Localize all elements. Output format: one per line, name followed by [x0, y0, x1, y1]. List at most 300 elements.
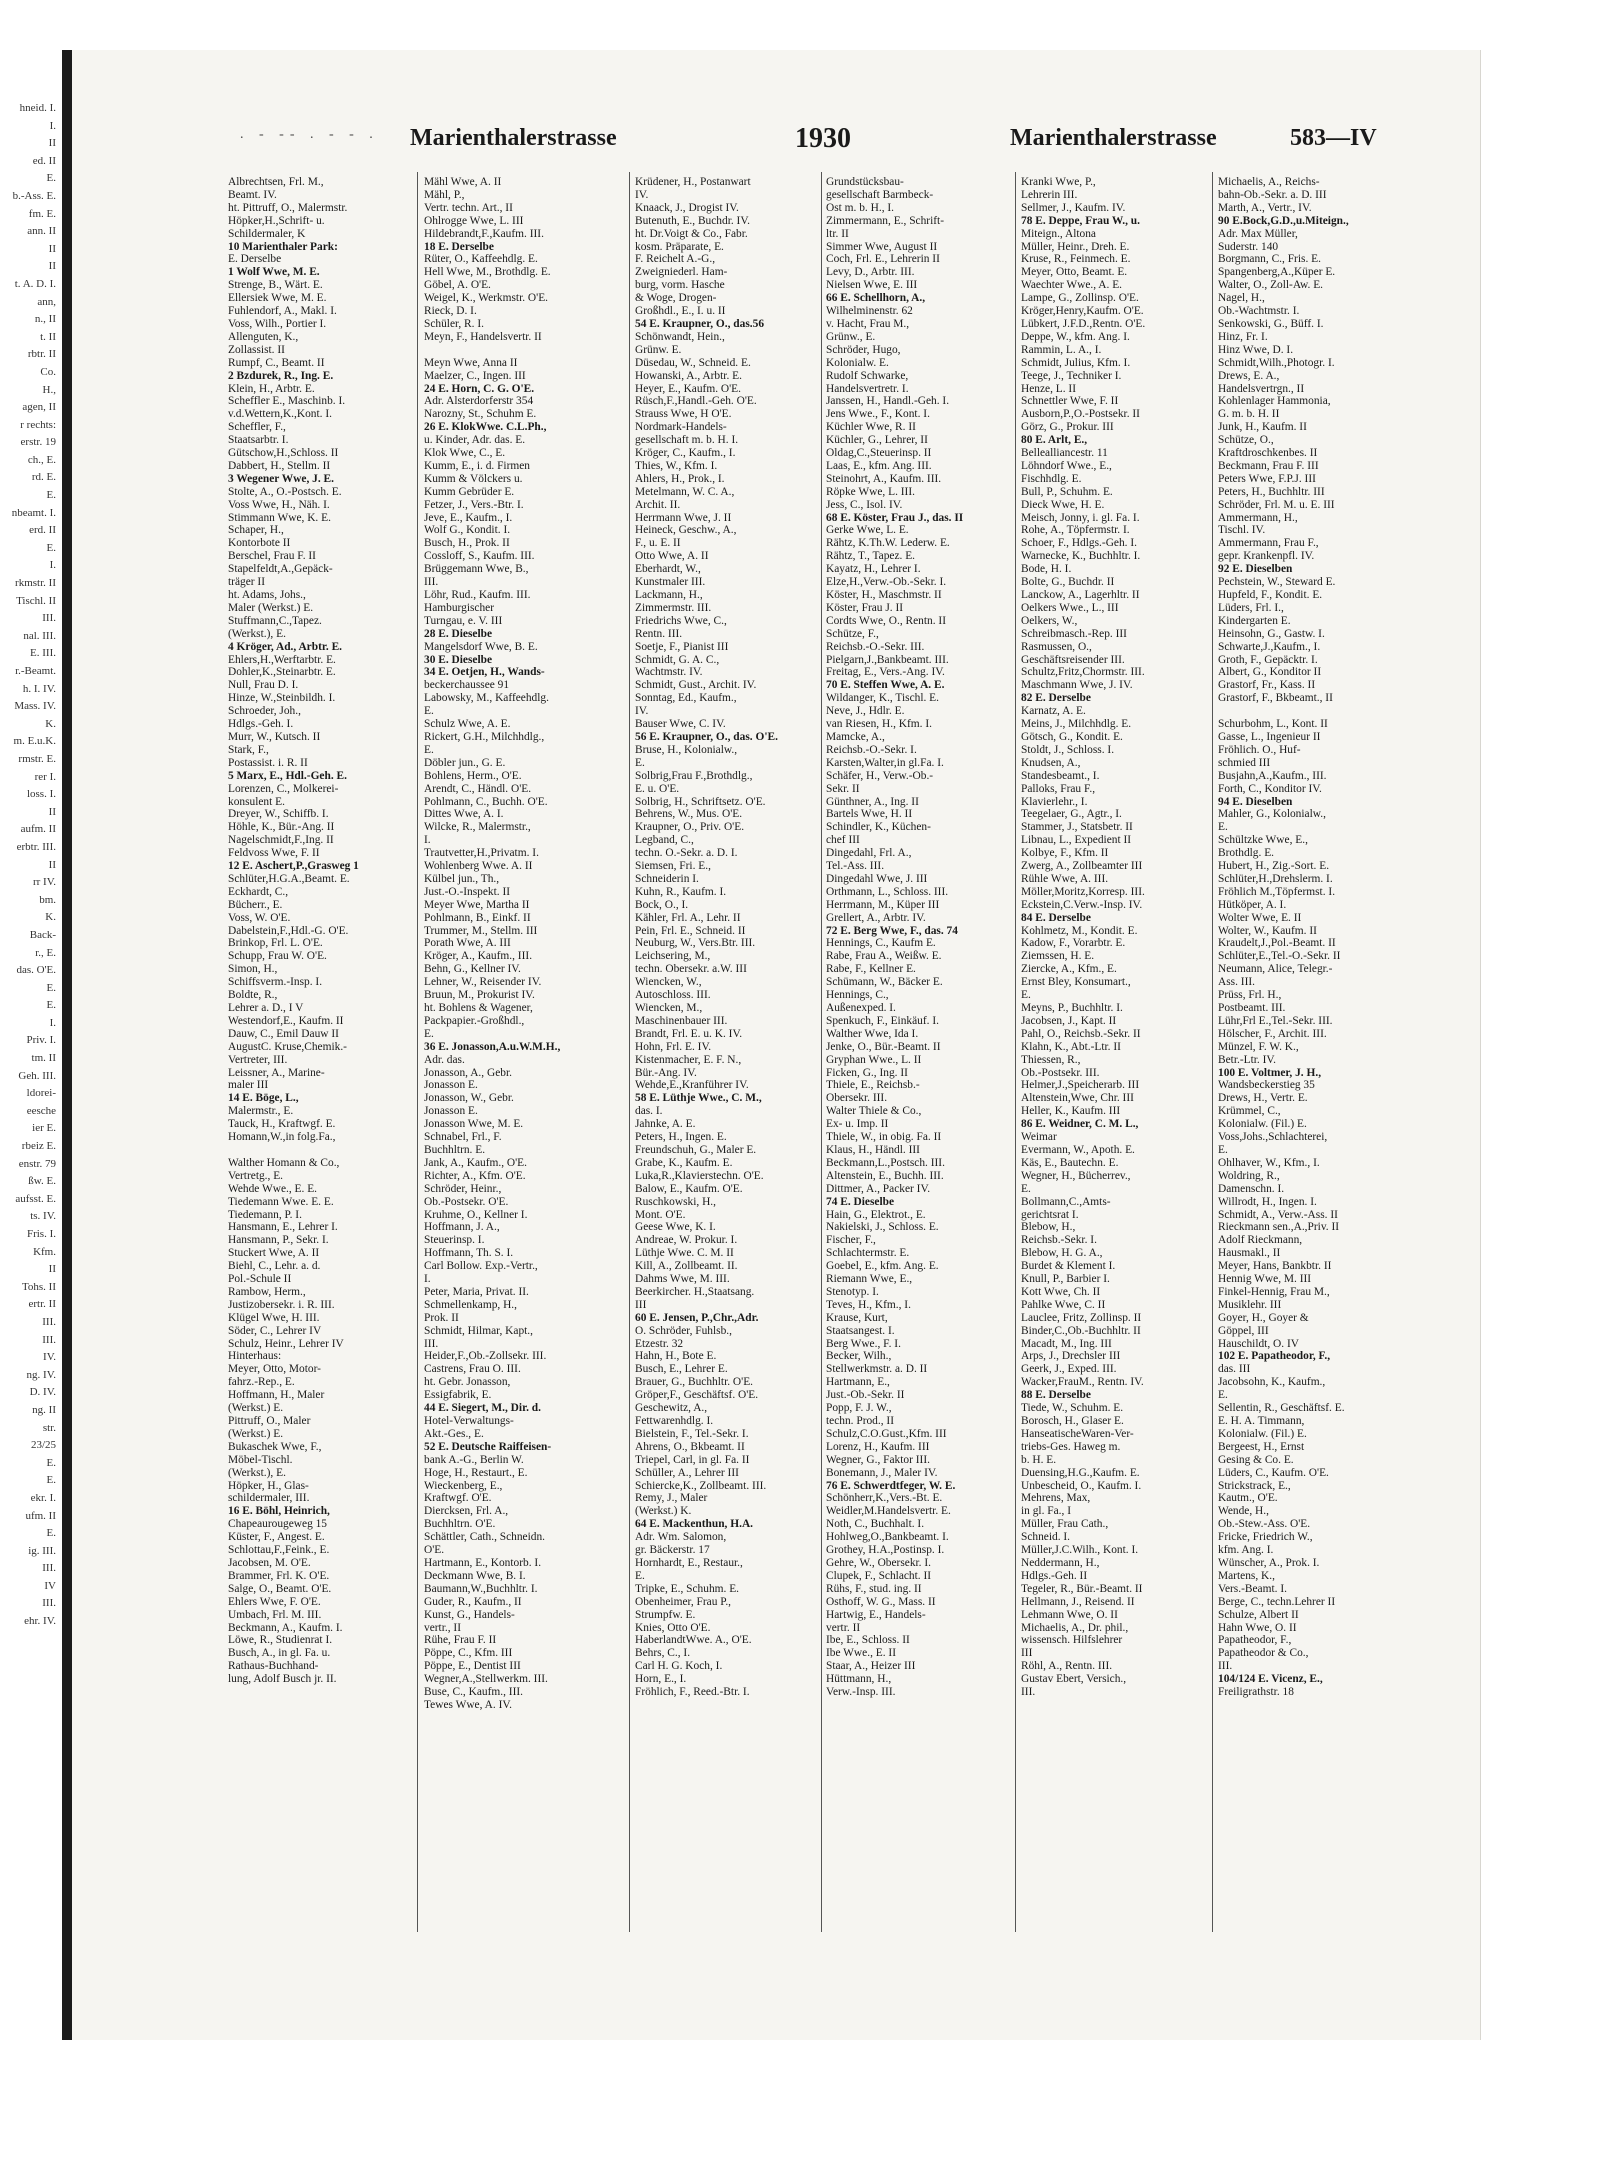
- facing-page-fragment: ts. IV.: [30, 1210, 56, 1223]
- resident-entry: ht. Gebr. Jonasson,: [424, 1376, 511, 1389]
- directory-column-4: [826, 176, 1009, 1926]
- resident-entry: Söder, C., Lehrer IV: [228, 1324, 322, 1337]
- resident-entry: Mangelsdorf Wwe, B. E.: [424, 640, 538, 653]
- resident-entry: Solbrig,Frau F.,Brothdlg.,: [635, 769, 753, 782]
- resident-entry: Hotel-Verwaltungs-: [424, 1415, 514, 1427]
- resident-entry: Kindergarten E.: [1218, 614, 1291, 627]
- resident-entry: Dabelstein,F.,Hdl.-G. O'E.: [228, 924, 349, 937]
- resident-entry: & Woge, Drogen-: [635, 292, 717, 305]
- resident-entry: Diercksen, Frl. A.,: [424, 1505, 509, 1518]
- resident-entry: burg, vorm. Hasche: [635, 279, 725, 292]
- resident-entry: Freundschuh, G., Maler E.: [635, 1143, 757, 1156]
- resident-entry: Steuerinsp. I.: [424, 1234, 485, 1247]
- facing-page-fragment: 23/25: [30, 1439, 56, 1452]
- resident-entry: Mont. O'E.: [635, 1208, 686, 1221]
- resident-entry: Stuffmann,C.,Tapez.: [228, 614, 322, 627]
- resident-entry: Biehl, C., Lehr. a. d.: [228, 1260, 321, 1273]
- directory-column-5: [1021, 176, 1204, 1926]
- house-number-entry: 84 E. Derselbe: [1021, 911, 1091, 924]
- resident-entry: F., u. E. II: [635, 537, 681, 550]
- resident-entry: Dittmer, A., Packer IV.: [826, 1182, 931, 1195]
- resident-entry: Dingedahl Wwe, J. III: [826, 872, 928, 885]
- resident-entry: III: [1021, 1647, 1033, 1660]
- resident-entry: Weigel, K., Werkmstr. O'E.: [424, 292, 549, 305]
- resident-entry: Brüggemann Wwe, B.,: [424, 563, 529, 576]
- resident-entry: Knaack, J., Drogist IV.: [635, 201, 739, 214]
- facing-page-fragment: ig. III.: [28, 1544, 56, 1557]
- facing-page-fragment: rkmstr. II: [15, 577, 56, 590]
- resident-entry: G. m. b. H. II: [1218, 408, 1280, 421]
- facing-page-fragment: E.: [46, 172, 56, 185]
- resident-entry: Hohlweg,O.,Bankbeamt. I.: [826, 1531, 949, 1544]
- resident-entry: Ausborn,P.,O.-Postsekr. II: [1021, 408, 1140, 421]
- resident-entry: Schildermaler, K: [228, 227, 306, 240]
- resident-entry: Pielgarn,J.,Bankbeamt. III.: [826, 653, 949, 666]
- resident-entry: E.: [1218, 1143, 1228, 1156]
- facing-page-fragment: n., II: [34, 313, 56, 326]
- facing-page-fragment: Co.: [40, 365, 56, 378]
- resident-entry: Schättler, Cath., Schneidn.: [424, 1531, 546, 1544]
- facing-page-fragment: ch., E.: [27, 453, 56, 466]
- facing-page-fragment: str.: [42, 1421, 56, 1434]
- resident-entry: Jens Wwe., F., Kont. I.: [826, 408, 930, 421]
- resident-entry: Hain, G., Elektrot., E.: [826, 1208, 926, 1221]
- house-number-entry: 64 E. Mackenthun, H.A.: [635, 1518, 754, 1531]
- resident-entry: E.: [1021, 1182, 1031, 1195]
- resident-entry: AugustC. Kruse,Chemik.-: [228, 1040, 347, 1053]
- resident-entry: Obersekr. III.: [826, 1092, 888, 1105]
- resident-entry: Gesing & Co. E.: [1218, 1453, 1294, 1466]
- resident-entry: Thies, W., Kfm. I.: [635, 459, 718, 472]
- resident-entry: Staatsangest. I.: [826, 1324, 895, 1337]
- resident-entry: Staar, A., Heizer III: [826, 1660, 916, 1673]
- resident-entry: Bruse, H., Kolonialw.,: [635, 743, 738, 756]
- facing-page-fragment: Geh. III.: [18, 1069, 56, 1082]
- resident-entry: Grabe, K., Kaufm. E.: [635, 1156, 733, 1169]
- resident-entry: Blebow, H. G. A.,: [1021, 1247, 1103, 1260]
- resident-entry: Karsten,Walter,in gl.Fa. I.: [826, 756, 944, 769]
- facing-page-fragment: ehr. IV.: [24, 1615, 56, 1628]
- resident-entry: Ob.-Postsekr. O'E.: [424, 1195, 509, 1208]
- resident-entry: Tiedemann, P. I.: [228, 1208, 302, 1221]
- resident-entry: Jonasson, W., Gebr.: [424, 1092, 514, 1105]
- resident-entry: I.: [424, 1273, 431, 1286]
- resident-entry: Otto Wwe, A. II: [635, 550, 709, 563]
- resident-entry: Hoffmann, Th. S. I.: [424, 1247, 514, 1260]
- resident-entry: Scheffler, F.,: [228, 421, 286, 434]
- house-number-entry: 36 E. Jonasson,A.u.W.M.H.,: [424, 1040, 561, 1053]
- resident-entry: Nielsen Wwe, E. III: [826, 279, 918, 292]
- resident-entry: Brothdlg. E.: [1218, 847, 1275, 860]
- facing-page-fragment: E.: [46, 981, 56, 994]
- resident-entry: F. Reichelt A.-G.,: [635, 253, 716, 266]
- resident-entry: Zollassist. II: [228, 343, 285, 356]
- resident-entry: Lühr,Frl E.,Tel.-Sekr. III.: [1218, 1014, 1333, 1027]
- resident-entry: Schiercke,K., Zollbeamt. III.: [635, 1479, 767, 1492]
- resident-entry: HanseatischeWaren-Ver-: [1021, 1427, 1134, 1440]
- resident-entry: Fischer, F.,: [826, 1234, 876, 1247]
- resident-entry: Wolf G., Kondit. I.: [424, 524, 511, 537]
- resident-entry: Lampe, G., Zollinsp. O'E.: [1021, 292, 1139, 305]
- resident-entry: E.: [635, 756, 645, 769]
- resident-entry: Evermann, W., Apoth. E.: [1021, 1143, 1135, 1156]
- resident-entry: Schmidt, Gust., Archit. IV.: [635, 679, 757, 692]
- resident-entry: Fricke, Friedrich W.,: [1218, 1531, 1313, 1544]
- resident-entry: Oldag,C.,Steuerinsp. II: [826, 447, 932, 460]
- house-number-entry: 76 E. Schwerdtfeger, W. E.: [826, 1479, 956, 1492]
- facing-page-fragment: ann. II: [27, 225, 56, 238]
- resident-entry: Kumm Gebrüder E.: [424, 485, 515, 498]
- house-number-entry: 58 E. Lüthje Wwe., C. M.,: [635, 1092, 762, 1105]
- resident-entry: Bonemann, J., Maler IV.: [826, 1466, 938, 1479]
- resident-entry: Meyer, Hans, Bankbtr. II: [1218, 1260, 1332, 1273]
- resident-entry: Lüders, C., Kaufm. O'E.: [1218, 1466, 1329, 1479]
- resident-entry: Schaper, H.,: [228, 524, 284, 537]
- resident-entry: Hinz Wwe, D. I.: [1218, 343, 1294, 356]
- resident-entry: Rabe, Frau A., Weißw. E.: [826, 950, 942, 963]
- resident-entry: Turngau, e. V. III: [424, 614, 503, 627]
- resident-entry: Schlüter,E.,Tel.-O.-Sekr. II: [1218, 950, 1341, 963]
- facing-page-fragment: ßw. E.: [28, 1175, 56, 1188]
- resident-entry: Klok Wwe, C., E.: [424, 447, 506, 460]
- resident-entry: Hamburgischer: [424, 601, 495, 614]
- resident-entry: Spangenberg,A.,Küper E.: [1218, 266, 1336, 279]
- resident-entry: Ost m. b. H., I.: [826, 201, 895, 214]
- resident-entry: Kraupner, O., Priv. O'E.: [635, 821, 745, 834]
- resident-entry: Kistenmacher, E. F. N.,: [635, 1053, 742, 1066]
- resident-entry: Krümmel, C.,: [1218, 1105, 1281, 1118]
- resident-entry: Schönwandt, Hein.,: [635, 330, 725, 343]
- resident-entry: Bruun, M., Prokurist IV.: [424, 989, 535, 1002]
- resident-entry: IV.: [635, 705, 649, 718]
- resident-entry: Hennings, C.,: [826, 989, 889, 1002]
- resident-entry: Hartmann, E., Kontorb. I.: [424, 1556, 542, 1569]
- resident-entry: Schlachtermstr. E.: [826, 1247, 910, 1260]
- street-name-left: Marienthalerstrasse: [410, 125, 617, 151]
- resident-entry: Schindler, K., Küchen-: [826, 821, 931, 834]
- resident-entry: Jess, C., Isol. IV.: [826, 498, 903, 511]
- resident-entry: Ex- u. Imp. II: [826, 1118, 889, 1131]
- resident-entry: schmied III: [1218, 756, 1271, 769]
- facing-page-fragment: ng. II: [32, 1403, 56, 1416]
- resident-entry: Meyer, Otto, Beamt. E.: [1021, 266, 1128, 279]
- resident-entry: Salge, O., Beamt. O'E.: [228, 1582, 332, 1595]
- resident-entry: Beckmann,L.,Postsch. III.: [826, 1156, 945, 1169]
- resident-entry: Scheffler E., Maschinb. I.: [228, 395, 346, 408]
- resident-entry: III.: [1218, 1660, 1233, 1673]
- resident-entry: Pahl, O., Reichsb.-Sekr. II: [1021, 1027, 1141, 1040]
- resident-entry: das. I.: [635, 1105, 663, 1118]
- resident-entry: Ibe, E., Schloss. II: [826, 1634, 910, 1647]
- resident-entry: Kuhn, R., Kaufm. I.: [635, 885, 727, 898]
- resident-entry: Weidler,M.Handelsvertr. E.: [826, 1505, 951, 1518]
- resident-entry: vertr., II: [424, 1621, 462, 1634]
- resident-entry: Stuckert Wwe, A. II: [228, 1247, 320, 1260]
- resident-entry: Walter, O., Zoll-Aw. E.: [1218, 279, 1324, 292]
- resident-entry: Jank, A., Kaufm., O'E.: [424, 1156, 527, 1169]
- resident-entry: gr. Bäckerstr. 17: [635, 1544, 710, 1557]
- resident-entry: Wehde Wwe., E. E.: [228, 1182, 318, 1195]
- resident-entry: Pein, Frl. E., Schneid. II: [635, 924, 746, 937]
- house-number-entry: 68 E. Köster, Frau J., das. II: [826, 511, 964, 524]
- resident-entry: Küchler Wwe, R. II: [826, 421, 916, 434]
- resident-entry: Herrmann Wwe, J. II: [635, 511, 732, 524]
- resident-entry: b. H. E.: [1021, 1453, 1057, 1466]
- resident-entry: Berschel, Frau F. II: [228, 550, 316, 563]
- facing-page-fragment: IV.: [43, 1351, 56, 1364]
- resident-entry: Busjahn,A.,Kaufm., III.: [1218, 769, 1327, 782]
- resident-entry: Homann,W.,in folg.Fa.,: [228, 1131, 336, 1144]
- resident-entry: Schiffsverm.-Insp. I.: [228, 976, 323, 989]
- resident-entry: Wende, H.,: [1218, 1505, 1269, 1518]
- resident-entry: Rathaus-Buchhand-: [228, 1660, 319, 1673]
- resident-entry: Geerk, J., Exped. III.: [1021, 1363, 1117, 1376]
- resident-entry: Ahlers, H., Prok., I.: [635, 472, 725, 485]
- resident-entry: konsulent E.: [228, 795, 285, 808]
- resident-entry: Schüler, R. I.: [424, 317, 484, 330]
- resident-entry: Peters Wwe, F.P.J. III: [1218, 472, 1316, 485]
- resident-entry: gerichtsrat I.: [1021, 1208, 1079, 1221]
- resident-entry: Rühle Wwe, A. III.: [1021, 872, 1109, 885]
- resident-entry: Kähler, Frl. A., Lehr. II: [635, 911, 741, 924]
- resident-entry: Archit. II.: [635, 498, 681, 511]
- resident-entry: gepr. Krankenpfl. IV.: [1218, 550, 1315, 563]
- resident-entry: Wandsbeckerstieg 35: [1218, 1079, 1315, 1092]
- facing-page-fragment: IV: [44, 1579, 56, 1592]
- facing-page-fragment: fm. E.: [28, 207, 56, 220]
- facing-page-fragment: t. II: [40, 330, 56, 343]
- resident-entry: Stolte, A., O.-Postsch. E.: [228, 485, 342, 498]
- facing-page-fragment: K.: [45, 911, 56, 924]
- resident-entry: Jonasson Wwe, M. E.: [424, 1118, 524, 1131]
- resident-entry: Schmidt, A., Verw.-Ass. II: [1218, 1208, 1338, 1221]
- resident-entry: Behn, G., Kellner IV.: [424, 963, 521, 976]
- resident-entry: Grundstücksbau-: [826, 176, 904, 188]
- resident-entry: Lorenzen, C., Molkerei-: [228, 782, 339, 795]
- resident-entry: Tegeler, R., Bür.-Beamt. II: [1021, 1582, 1143, 1595]
- resident-entry: Lehrer a. D., I V: [228, 1002, 304, 1014]
- resident-entry: Beckmann, Frau F. III: [1218, 459, 1319, 472]
- resident-entry: Beerkircher. H.,Staatsang.: [635, 1285, 755, 1298]
- resident-entry: Goyer, H., Goyer &: [1218, 1311, 1309, 1324]
- resident-entry: Feldvoss Wwe, F. II: [228, 847, 320, 860]
- resident-entry: E.: [1218, 1389, 1228, 1402]
- resident-entry: III.: [424, 1337, 439, 1350]
- resident-entry: Grünw., E.: [826, 330, 876, 343]
- resident-entry: Külbel jun., Th.,: [424, 872, 500, 885]
- resident-entry: Höhle, K., Bür.-Ang. II: [228, 821, 335, 834]
- resident-entry: Triepel, Carl, in gl. Fa. II: [635, 1453, 750, 1466]
- resident-entry: Gerke Wwe, L. E.: [826, 524, 909, 537]
- resident-entry: Rähtz, T., Tapez. E.: [826, 550, 916, 563]
- resident-entry: Wegner,A.,Stellwerkm. III.: [424, 1673, 548, 1686]
- resident-entry: Fröhlich M.,Töpfermst. I.: [1218, 885, 1336, 898]
- resident-entry: Weimar: [1021, 1131, 1057, 1144]
- facing-page-fragment: ertr. II: [28, 1298, 56, 1311]
- resident-entry: Strauss Wwe, H O'E.: [635, 408, 732, 421]
- house-number-entry: 10 Marienthaler Park:: [228, 240, 338, 253]
- resident-entry: wissensch. Hilfslehrer: [1021, 1634, 1123, 1647]
- resident-entry: Schupp, Frau W. O'E.: [228, 950, 327, 963]
- resident-entry: Ob.-Postsekr. III.: [1021, 1066, 1100, 1079]
- resident-entry: Siemsen, Fri. E.,: [635, 860, 711, 873]
- facing-page-fragment: r.-Beamt.: [15, 665, 56, 677]
- resident-entry: lung, Adolf Busch jr. II.: [228, 1673, 337, 1686]
- resident-entry: Eckhardt, C.,: [228, 885, 289, 898]
- resident-entry: Wünscher, A., Prok. I.: [1218, 1556, 1320, 1569]
- resident-entry: Just.-Ob.-Sekr. II: [826, 1389, 905, 1402]
- resident-entry: Dahms Wwe, M. III.: [635, 1273, 730, 1286]
- resident-entry: Jahnke, A. E.: [635, 1118, 696, 1131]
- resident-entry: Riemann Wwe, E.,: [826, 1273, 913, 1286]
- resident-entry: E. H. A. Timmann,: [1218, 1415, 1305, 1427]
- resident-entry: Klügel Wwe, H. III.: [228, 1311, 320, 1324]
- resident-entry: Kumm & Völckers u.: [424, 472, 523, 485]
- resident-entry: Hinz, Fr. I.: [1218, 330, 1268, 343]
- house-number-entry: 26 E. KlokWwe. C.L.Ph.,: [424, 421, 547, 434]
- resident-entry: Münzel, F. W. K.,: [1218, 1040, 1299, 1053]
- resident-entry: Maschmann Wwe, J. IV.: [1021, 679, 1133, 692]
- resident-entry: Vers.-Beamt. I.: [1218, 1582, 1287, 1595]
- book-spine: [62, 50, 72, 2040]
- facing-page-fragment: I.: [49, 559, 56, 572]
- resident-entry: Trummer, M., Stellm. III: [424, 924, 538, 937]
- page-header: [160, 125, 1420, 161]
- resident-entry: Verw.-Insp. III.: [826, 1686, 896, 1699]
- resident-entry: Kill, A., Zollbeamt. II.: [635, 1260, 738, 1273]
- resident-entry: Wolter, W., Kaufm. II: [1218, 924, 1317, 937]
- resident-entry: Unbescheid, O., Kaufm. I.: [1021, 1479, 1142, 1492]
- resident-entry: Mehrens, Max,: [1021, 1492, 1091, 1505]
- resident-entry: Janssen, H., Handl.-Geh. I.: [826, 395, 950, 408]
- column-rule: [629, 172, 630, 1932]
- resident-entry: Kröger, C., Kaufm., I.: [635, 447, 736, 460]
- resident-entry: Grellert, A., Arbtr. IV.: [826, 911, 926, 924]
- resident-entry: Schütze, O.,: [1218, 434, 1274, 447]
- resident-entry: Großhdl., E., I. u. II: [635, 305, 726, 318]
- resident-entry: Dabbert, H., Stellm. II: [228, 459, 331, 472]
- resident-entry: das. III: [1218, 1363, 1251, 1376]
- resident-entry: (Werkst.) K.: [635, 1505, 692, 1518]
- resident-entry: Rabe, F., Kellner E.: [826, 963, 916, 976]
- resident-entry: Hell Wwe, M., Brothdlg. E.: [424, 266, 551, 279]
- resident-entry: Rüsch,F.,Handl.-Geh. O'E.: [635, 395, 757, 408]
- resident-entry: Mähl, P.,: [424, 188, 465, 201]
- resident-entry: Hennig Wwe, M. III: [1218, 1273, 1312, 1286]
- resident-entry: Voss,Johs.,Schlachterei,: [1218, 1131, 1328, 1144]
- resident-entry: Reichsb.-Sekr. I.: [1021, 1234, 1097, 1247]
- resident-entry: Lehrerin III.: [1021, 188, 1078, 201]
- column-rule: [417, 172, 418, 1932]
- resident-entry: Brammer, Frl. K. O'E.: [228, 1569, 330, 1582]
- resident-entry: Maler (Werkst.) E.: [228, 601, 314, 614]
- resident-entry: Wildanger, K., Tischl. E.: [826, 692, 939, 705]
- resident-entry: Jacobsen, M. O'E.: [228, 1556, 311, 1569]
- resident-entry: Musiklehr. III: [1218, 1298, 1282, 1311]
- resident-entry: Lüthje Wwe. C. M. II: [635, 1247, 734, 1260]
- resident-entry: Rieck, D. I.: [424, 305, 477, 318]
- resident-entry: Rudolf Schwarke,: [826, 369, 909, 382]
- house-number-entry: 82 E. Derselbe: [1021, 692, 1091, 705]
- facing-page-fragment: hneid. I.: [19, 102, 56, 114]
- resident-entry: Kröger,Henry,Kaufm. O'E.: [1021, 305, 1144, 318]
- resident-entry: Hdlgs.-Geh. II: [1021, 1569, 1088, 1582]
- resident-entry: Guder, R., Kaufm., II: [424, 1595, 522, 1608]
- resident-entry: Adr. Max Müller,: [1218, 227, 1298, 240]
- resident-entry: Standesbeamt., I.: [1021, 769, 1100, 782]
- resident-entry: Lanckow, A., Lagerhltr. II: [1021, 589, 1140, 601]
- resident-entry: Schlüter,H.,Drehslerm. I.: [1218, 872, 1333, 885]
- resident-entry: Leissner, A., Marine-: [228, 1066, 325, 1079]
- resident-entry: Sellmer, J., Kaufm. IV.: [1021, 201, 1126, 214]
- resident-entry: Klavierlehr., I.: [1021, 795, 1088, 808]
- resident-entry: Göbel, A. O'E.: [424, 279, 491, 292]
- resident-entry: Gasse, L., Ingenieur II: [1218, 730, 1321, 743]
- resident-entry: Stark, F.,: [228, 743, 269, 756]
- facing-page-fragment: erbtr. III.: [16, 840, 56, 853]
- resident-entry: Lehner, W., Reisender IV.: [424, 976, 542, 989]
- resident-entry: Görz, G., Prokur. III: [1021, 421, 1114, 434]
- resident-entry: Adolf Rieckmann,: [1218, 1234, 1303, 1247]
- facing-page-fragment: II: [48, 1263, 56, 1276]
- resident-entry: Bohlens, Herm., O'E.: [424, 769, 522, 782]
- house-number-entry: 90 E.Bock,G.D.,u.Miteign.,: [1218, 214, 1349, 227]
- directory-column-2: [424, 176, 607, 1926]
- facing-page-fragment: rbeiz E.: [21, 1140, 56, 1153]
- resident-entry: Carl Bollow. Exp.-Vertr.,: [424, 1260, 538, 1273]
- resident-entry: Adr. Alsterdorferstr 354: [424, 395, 534, 408]
- resident-entry: Schneid. I.: [1021, 1531, 1071, 1544]
- resident-entry: Kumm, E., i. d. Firmen: [424, 459, 530, 472]
- resident-entry: Hohn, Frl. E. IV.: [635, 1040, 712, 1053]
- resident-entry: Postassist. i. R. II: [228, 756, 308, 769]
- resident-entry: Strickstrack, E.,: [1218, 1479, 1291, 1492]
- resident-entry: Drews, H., Vertr. E.: [1218, 1092, 1308, 1105]
- resident-entry: Horn, E., I.: [635, 1673, 687, 1686]
- resident-entry: Kayatz, H., Lehrer I.: [826, 563, 921, 576]
- resident-entry: kfm. Ang. I.: [1218, 1544, 1274, 1557]
- resident-entry: Bartels Wwe, H. II: [826, 808, 913, 821]
- resident-entry: Hubert, H., Zig.-Sort. E.: [1218, 860, 1330, 873]
- resident-entry: Walther Wwe, Ida I.: [826, 1027, 919, 1040]
- resident-entry: Maschinenbauer III.: [635, 1014, 728, 1027]
- resident-entry: Levy, D., Arbtr. III.: [826, 266, 915, 279]
- resident-entry: [228, 1144, 411, 1157]
- resident-entry: Bolte, G., Buchdr. II: [1021, 576, 1115, 589]
- house-number-entry: 44 E. Siegert, M., Dir. d.: [424, 1402, 541, 1415]
- resident-entry: Mamcke, A.,: [826, 730, 885, 743]
- facing-page-fragment: II: [48, 242, 56, 255]
- resident-entry: Gröper,F., Geschäftsf. O'E.: [635, 1389, 759, 1402]
- house-number-entry: 78 E. Deppe, Frau W., u.: [1021, 214, 1140, 227]
- resident-entry: Tischl. IV.: [1218, 524, 1266, 537]
- resident-entry: E.: [424, 743, 434, 756]
- resident-entry: Nagel, H.,: [1218, 292, 1265, 305]
- resident-entry: Grothey, H.A.,Postinsp. I.: [826, 1544, 945, 1557]
- house-number-entry: 28 E. Dieselbe: [424, 627, 493, 640]
- resident-entry: (Werkst.), E.: [228, 1466, 286, 1479]
- house-number-entry: 102 E. Papatheodor, F.,: [1218, 1350, 1331, 1363]
- resident-entry: Zwerg, A., Zollbeamter III: [1021, 860, 1143, 873]
- resident-entry: Götsch, G., Kondit. E.: [1021, 730, 1123, 743]
- resident-entry: Tauck, H., Kraftwgf. E.: [228, 1118, 336, 1131]
- house-number-entry: 4 Kröger, Ad., Arbtr. E.: [228, 640, 343, 653]
- resident-entry: träger II: [228, 576, 265, 589]
- column-rule: [1015, 172, 1016, 1932]
- resident-entry: Stimmann Wwe, K. E.: [228, 511, 331, 524]
- resident-entry: Schnabel, Frl., F.: [424, 1131, 502, 1144]
- resident-entry: Hölscher, F., Archit. III.: [1218, 1027, 1327, 1040]
